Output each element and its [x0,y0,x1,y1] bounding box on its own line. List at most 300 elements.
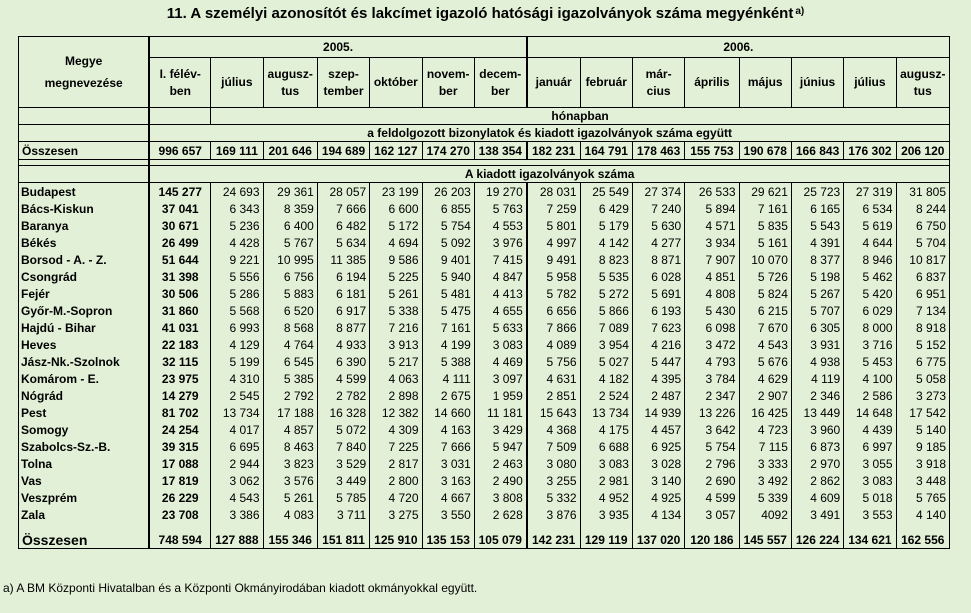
month-header-2006 [580,58,632,108]
month-value: 7 240 [632,200,684,217]
month-value: 3 529 [317,455,369,472]
month-value: 17 188 [263,404,317,421]
table-row [19,285,950,302]
month-value: 4 694 [370,234,422,251]
spacer-cell [211,523,263,531]
month-label-line2: tus [281,83,300,98]
month-value: 6 997 [844,438,896,455]
county-name: Győr-M.-Sopron [19,302,150,319]
month-value: 27 374 [632,183,684,201]
month-value: 155 346 [263,531,317,549]
month-value: 5 447 [632,353,684,370]
month-value: 3 716 [844,336,896,353]
month-value: 3 275 [370,506,422,523]
month-value: 145 557 [739,531,791,549]
month-value: 24 693 [211,183,263,201]
month-value: 27 319 [844,183,896,201]
month-label-line2: ben [169,83,191,98]
month-value: 3 960 [791,421,843,438]
month-value: 6 873 [791,438,843,455]
month-value: 3 913 [370,336,422,353]
half-year-value: 31 860 [149,302,210,319]
month-value: 5 940 [422,268,474,285]
table-row [19,217,950,234]
half-year-value: 37 041 [149,200,210,217]
month-value: 4 667 [422,489,474,506]
month-value: 5 027 [580,353,632,370]
month-value: 105 079 [474,531,526,549]
month-value: 3 083 [580,455,632,472]
month-value: 9 586 [370,251,422,268]
month-value: 14 648 [844,404,896,421]
month-value: 5 217 [370,353,422,370]
month-value: 3 028 [632,455,684,472]
month-header-2006 [739,58,791,108]
month-value: 7 089 [580,319,632,336]
month-header-2006 [896,58,949,108]
month-value: 14 939 [632,404,684,421]
month-value: 3 642 [685,421,739,438]
month-value: 4 216 [632,336,684,353]
month-value: 4 629 [739,370,791,387]
month-value: 3 083 [474,336,526,353]
footnote: a) A BM Központi Hivatalban és a Központi Okmányirodában kiadott okmányokkal együtt. [3,581,478,595]
month-value: 5 704 [896,234,949,251]
year-2006-header: 2006. [527,37,950,58]
month-value: 4 997 [527,234,580,251]
month-value: 120 186 [685,531,739,549]
half-year-value: 26 499 [149,234,210,251]
total-label: Összesen [19,531,150,549]
county-name: Pest [19,404,150,421]
month-value: 5 161 [739,234,791,251]
month-header-2005 [317,58,369,108]
half-year-value: 30 671 [149,217,210,234]
month-value: 5 756 [527,353,580,370]
month-label-line2: ber [438,83,458,98]
month-value: 6 688 [580,438,632,455]
month-label-line2: ber [490,83,510,98]
month-value: 5 630 [632,217,684,234]
month-value: 3 823 [263,455,317,472]
month-value: 5 556 [211,268,263,285]
month-value: 4 199 [422,336,474,353]
month-value: 3 429 [474,421,526,438]
month-value: 4 129 [211,336,263,353]
month-value: 3 576 [263,472,317,489]
month-value: 3 976 [474,234,526,251]
blank-cell [19,108,150,125]
month-value: 7 666 [422,438,474,455]
month-value: 6 400 [263,217,317,234]
month-value: 3 808 [474,489,526,506]
table-row [19,506,950,523]
month-value: 6 028 [632,268,684,285]
month-value: 2 981 [580,472,632,489]
month-value: 29 361 [263,183,317,201]
month-value: 6 993 [211,319,263,336]
month-value: 5 475 [422,302,474,319]
month-value: 6 343 [211,200,263,217]
spacer-cell [739,523,791,531]
month-value: 7 161 [422,319,474,336]
month-label-line1: augusz- [900,66,946,81]
month-value: 3 083 [844,472,896,489]
month-value: 14 660 [422,404,474,421]
month-value: 5 726 [739,268,791,285]
month-value: 4 142 [580,234,632,251]
month-value: 4 100 [844,370,896,387]
month-value: 5 947 [474,438,526,455]
month-value: 151 811 [317,531,369,549]
half-year-value: 32 115 [149,353,210,370]
month-value: 5 018 [844,489,896,506]
month-value: 178 463 [632,142,684,160]
month-value: 7 225 [370,438,422,455]
month-value: 4 644 [844,234,896,251]
month-value: 4 182 [580,370,632,387]
month-value: 5 152 [896,336,949,353]
month-value: 5 767 [263,234,317,251]
month-value: 13 226 [685,404,739,421]
month-value: 4092 [739,506,791,523]
month-value: 7 907 [685,251,739,268]
month-header-2006 [791,58,843,108]
month-value: 8 823 [580,251,632,268]
county-name: Békés [19,234,150,251]
month-value: 2 347 [685,387,739,404]
month-value: 5 420 [844,285,896,302]
month-value: 5 691 [632,285,684,302]
month-value: 201 646 [263,142,317,160]
month-value: 2 817 [370,455,422,472]
blank-cell [149,108,210,125]
month-value: 5 236 [211,217,263,234]
month-value: 6 520 [263,302,317,319]
month-value: 2 628 [474,506,526,523]
month-value: 5 835 [739,217,791,234]
month-value: 3 333 [739,455,791,472]
month-value: 6 756 [263,268,317,285]
month-value: 6 029 [844,302,896,319]
table-row [19,455,950,472]
month-value: 4 134 [632,506,684,523]
month-value: 176 302 [844,142,896,160]
month-value: 8 463 [263,438,317,455]
table-row [19,353,950,370]
spacer-cell [896,523,949,531]
month-value: 4 793 [685,353,739,370]
month-value: 3 055 [844,455,896,472]
month-value: 3 255 [527,472,580,489]
month-value: 9 221 [211,251,263,268]
month-value: 26 533 [685,183,739,201]
month-value: 3 472 [685,336,739,353]
month-value: 6 925 [632,438,684,455]
month-value: 7 509 [527,438,580,455]
half-year-value: 24 254 [149,421,210,438]
half-year-value: 26 229 [149,489,210,506]
half-year-value: 14 279 [149,387,210,404]
month-value: 138 354 [474,142,526,160]
month-value: 2 690 [685,472,739,489]
month-value: 4 609 [791,489,843,506]
month-value: 5 339 [739,489,791,506]
county-name: Heves [19,336,150,353]
month-value: 2 944 [211,455,263,472]
month-value: 6 305 [791,319,843,336]
table-row [19,421,950,438]
month-value: 13 734 [211,404,263,421]
month-value: 5 894 [685,200,739,217]
total-row [19,531,950,549]
half-year-value: 748 594 [149,531,210,549]
county-name: Veszprém [19,489,150,506]
month-value: 8 568 [263,319,317,336]
month-value: 6 193 [632,302,684,319]
month-value: 126 224 [791,531,843,549]
month-value: 2 862 [791,472,843,489]
month-value: 8 377 [791,251,843,268]
table-row [19,489,950,506]
month-value: 162 127 [370,142,422,160]
month-value: 4 277 [632,234,684,251]
month-value: 194 689 [317,142,369,160]
month-label-line1: április [694,75,730,89]
month-value: 4 439 [844,421,896,438]
spacer-cell [149,523,210,531]
spacer-cell [317,523,369,531]
month-value: 3 097 [474,370,526,387]
half-year-value: 22 183 [149,336,210,353]
month-value: 3 449 [317,472,369,489]
month-value: 135 153 [422,531,474,549]
month-value: 4 952 [580,489,632,506]
month-value: 6 775 [896,353,949,370]
month-value: 6 695 [211,438,263,455]
table-row [19,404,950,421]
month-value: 4 469 [474,353,526,370]
month-value: 5 535 [580,268,632,285]
month-value: 25 549 [580,183,632,201]
month-value: 3 876 [527,506,580,523]
month-value: 5 385 [263,370,317,387]
month-value: 15 643 [527,404,580,421]
month-label-line2: cius [646,83,671,98]
month-value: 12 382 [370,404,422,421]
month-value: 162 556 [896,531,949,549]
table-row [19,234,950,251]
month-header-2006 [527,58,580,108]
table-row [19,387,950,404]
county-name: Fejér [19,285,150,302]
county-name: Hajdú - Bihar [19,319,150,336]
month-label-line1: június [799,75,836,89]
total-label: Összesen [19,142,150,160]
county-name: Tolna [19,455,150,472]
table-row [19,200,950,217]
month-value: 5 824 [739,285,791,302]
month-value: 8 244 [896,200,949,217]
month-value: 5 543 [791,217,843,234]
month-value: 5 634 [317,234,369,251]
month-value: 4 089 [527,336,580,353]
month-value: 7 115 [739,438,791,455]
month-value: 5 092 [422,234,474,251]
month-value: 8 000 [844,319,896,336]
month-value: 7 161 [739,200,791,217]
table-row [19,302,950,319]
month-value: 4 571 [685,217,739,234]
table-title [0,4,971,24]
month-value: 3 934 [685,234,739,251]
month-value: 6 098 [685,319,739,336]
month-value: 3 386 [211,506,263,523]
month-value: 5 140 [896,421,949,438]
month-value: 5 453 [844,353,896,370]
month-value: 2 346 [791,387,843,404]
month-value: 4 413 [474,285,526,302]
month-value: 3 080 [527,455,580,472]
month-value: 13 734 [580,404,632,421]
month-value: 7 623 [632,319,684,336]
county-header [19,37,150,108]
half-year-value: 41 031 [149,319,210,336]
county-name: Csongrád [19,268,150,285]
month-value: 5 332 [527,489,580,506]
month-value: 8 918 [896,319,949,336]
month-value: 2 490 [474,472,526,489]
month-header-2006 [632,58,684,108]
spacer-cell [19,523,150,531]
month-value: 174 270 [422,142,474,160]
half-year-value: 23 975 [149,370,210,387]
half-year-value: 39 315 [149,438,210,455]
month-value: 5 619 [844,217,896,234]
month-value: 7 216 [370,319,422,336]
month-value: 4 933 [317,336,369,353]
month-value: 5 338 [370,302,422,319]
title-text: 11. A személyi azonosítót és lakcímet igazoló hatósági igazolványok száma megyénként [166,5,794,22]
month-value: 28 057 [317,183,369,201]
spacer-cell [474,523,526,531]
spacer-cell [791,523,843,531]
month-value: 4 599 [685,489,739,506]
month-value: 4 457 [632,421,684,438]
month-header-2006 [844,58,896,108]
unit-label: hónapban [211,108,950,125]
month-value: 5 462 [844,268,896,285]
month-value: 2 898 [370,387,422,404]
month-value: 5 958 [527,268,580,285]
month-label-line1: január [535,75,572,89]
month-value: 4 847 [474,268,526,285]
month-label-line1: július [854,75,886,89]
month-header-2006 [685,58,739,108]
month-value: 4 163 [422,421,474,438]
month-label-line1: novem- [426,66,470,81]
month-label-line1: I. félév- [159,66,201,81]
month-value: 5 267 [791,285,843,302]
month-value: 4 063 [370,370,422,387]
month-value: 2 782 [317,387,369,404]
month-value: 2 800 [370,472,422,489]
month-value: 29 621 [739,183,791,201]
month-value: 6 165 [791,200,843,217]
month-value: 4 140 [896,506,949,523]
year-2005-header: 2005. [149,37,526,58]
month-value: 5 785 [317,489,369,506]
half-year-value: 145 277 [149,183,210,201]
month-value: 3 057 [685,506,739,523]
spacer-cell [263,523,317,531]
month-value: 6 656 [527,302,580,319]
month-value: 7 666 [317,200,369,217]
month-value: 2 970 [791,455,843,472]
month-value: 5 272 [580,285,632,302]
half-year-value: 17 088 [149,455,210,472]
month-value: 5 058 [896,370,949,387]
month-value: 5 481 [422,285,474,302]
month-header-2005 [422,58,474,108]
month-value: 7 259 [527,200,580,217]
month-value: 125 910 [370,531,422,549]
month-header-2005 [474,58,526,108]
month-value: 7 134 [896,302,949,319]
month-value: 11 385 [317,251,369,268]
month-value: 4 428 [211,234,263,251]
month-value: 6 545 [263,353,317,370]
half-year-value: 996 657 [149,142,210,160]
month-value: 17 542 [896,404,949,421]
section-label: A kiadott igazolványok száma [149,166,949,183]
month-value: 2 524 [580,387,632,404]
month-value: 6 750 [896,217,949,234]
month-value: 3 140 [632,472,684,489]
month-value: 3 931 [791,336,843,353]
month-value: 4 391 [791,234,843,251]
month-value: 8 877 [317,319,369,336]
month-value: 3 448 [896,472,949,489]
month-value: 6 917 [317,302,369,319]
month-value: 3 553 [844,506,896,523]
month-value: 5 763 [474,200,526,217]
month-value: 6 482 [317,217,369,234]
spacer-cell [685,523,739,531]
county-name: Budapest [19,183,150,201]
month-value: 4 808 [685,285,739,302]
blank-cell [19,166,150,183]
county-name: Komárom - E. [19,370,150,387]
month-value: 4 723 [739,421,791,438]
month-label-line1: május [747,75,783,89]
month-value: 1 959 [474,387,526,404]
month-value: 5 782 [527,285,580,302]
month-value: 4 543 [739,336,791,353]
month-value: 4 938 [791,353,843,370]
month-value: 4 599 [317,370,369,387]
month-value: 3 711 [317,506,369,523]
month-value: 5 225 [370,268,422,285]
month-label-line1: október [373,75,418,89]
month-value: 3 918 [896,455,949,472]
month-value: 206 120 [896,142,949,160]
month-value: 8 871 [632,251,684,268]
month-value: 2 796 [685,455,739,472]
spacer-cell [632,523,684,531]
month-value: 16 425 [739,404,791,421]
month-value: 3 784 [685,370,739,387]
